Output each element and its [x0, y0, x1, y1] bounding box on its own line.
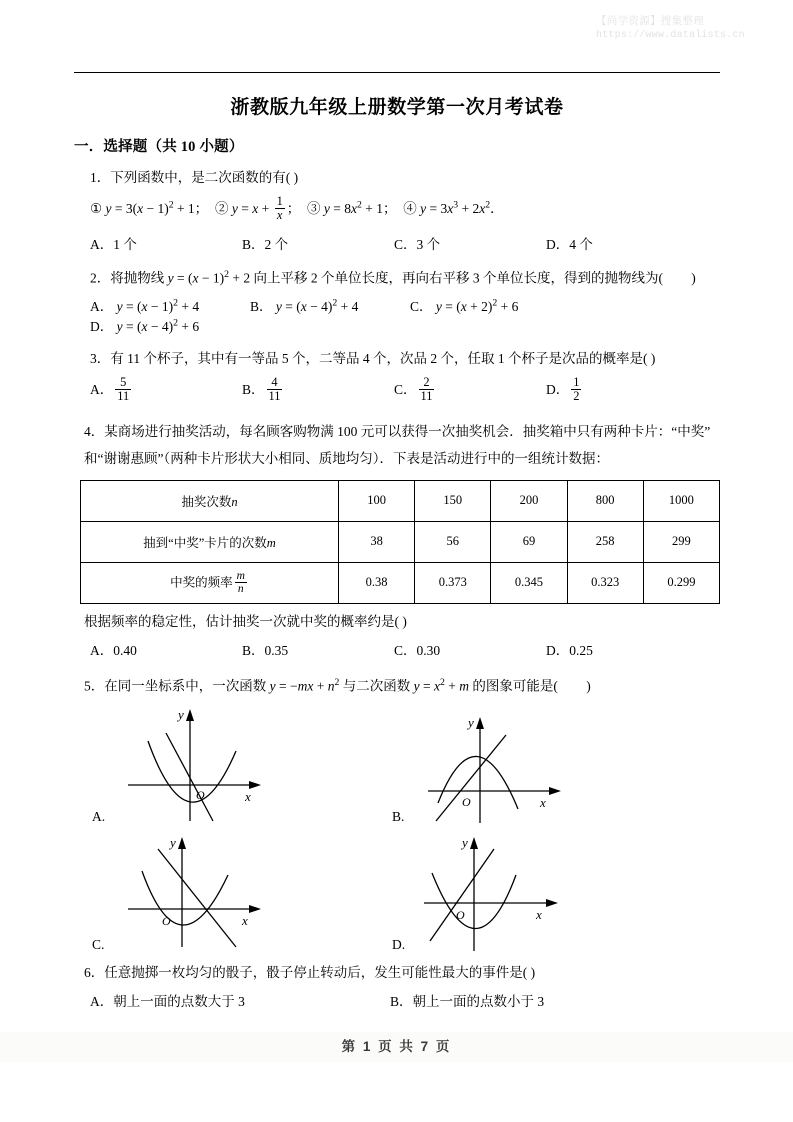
formula-item-2: ② y = x + $\frac{1}{x}$ ； [211, 193, 301, 223]
formula-item-1: ① $y = 3(x - 1)^2 + 1$； [90, 199, 209, 216]
figure-b-label: B. [392, 809, 405, 825]
option-2-b[interactable]: B． $y = (x - 4)^2 + 4$ [250, 297, 359, 315]
statistics-table [80, 480, 720, 604]
table-cell: 0.323 [567, 562, 643, 603]
option-4-a[interactable]: A．0.40 [90, 642, 137, 658]
svg-text:x: x [536, 907, 542, 923]
figure-c-graph [118, 831, 278, 953]
table-cell: 299 [643, 521, 719, 562]
figure-option-c[interactable] [84, 831, 384, 955]
page-footer [0, 1032, 793, 1062]
option-1-a[interactable]: A．1 个 [90, 236, 137, 252]
table-cell: 38 [339, 521, 415, 562]
option-3-a-num: 5 [120, 375, 127, 390]
table-cell: 0.38 [339, 562, 415, 603]
question-6-text: 任意抛掷一枚均匀的骰子，骰子停止转动后，发生可能性最大的事件是( ) [104, 965, 536, 981]
option-3-a[interactable]: A． $\frac{5}{11}$ [90, 375, 130, 404]
figure-d-graph [418, 831, 578, 953]
figure-option-a[interactable] [84, 703, 384, 827]
svg-text:y: y [462, 835, 468, 851]
table-row [81, 480, 720, 521]
table-cell: 56 [415, 521, 491, 562]
question-4-stem-line2 [74, 449, 720, 470]
document-body [74, 92, 720, 1024]
table-cell: 150 [415, 480, 491, 521]
table-cell: 0.345 [491, 562, 567, 603]
question-4-text-line1: 某商场进行抽奖活动，每名顾客购物满 100 元可以获得一次抽奖机会．抽奖箱中只有两种卡片：“中奖” [104, 423, 711, 439]
question-6-options [74, 990, 720, 1010]
svg-text:x: x [242, 913, 248, 929]
svg-text:O: O [162, 914, 171, 929]
table-cell: 800 [567, 480, 643, 521]
option-3-c-den: 11 [420, 389, 433, 404]
watermark-title: 【尚学资源】搜集整理 [596, 15, 704, 27]
option-1-c[interactable]: C．3 个 [394, 236, 441, 252]
section-heading: 一．选择题（共 10 小题） [74, 139, 244, 155]
option-3-b[interactable]: B． $\frac{4}{11}$ [242, 375, 281, 404]
svg-text:y: y [170, 835, 176, 851]
option-4-d[interactable]: D．0.25 [546, 642, 593, 658]
svg-text:O: O [456, 908, 465, 923]
header-divider [74, 72, 720, 73]
option-6-a[interactable]: A．朝上一面的点数大于 3 [90, 994, 245, 1009]
question-3-options [74, 376, 720, 404]
svg-text:x: x [245, 789, 251, 805]
table-cell: 0.299 [643, 562, 719, 603]
svg-text:y: y [178, 707, 184, 723]
option-2-d[interactable]: D． $y = (x - 4)^2 + 6$ [90, 317, 200, 335]
option-3-a-den: 11 [117, 389, 130, 404]
figure-option-d[interactable] [384, 831, 684, 955]
figure-a-label: A. [92, 809, 106, 825]
watermark [596, 14, 786, 44]
question-5-number: 5． [84, 678, 105, 694]
question-4-stem [74, 422, 720, 443]
question-6-number: 6． [84, 965, 105, 981]
formula-item-4: ④ $y = 3x^3 + 2x^2$． [399, 199, 504, 216]
option-1-d[interactable]: D．4 个 [546, 236, 593, 252]
table-cell: 1000 [643, 480, 719, 521]
option-3-b-num: 4 [271, 375, 278, 390]
svg-text:O: O [196, 788, 205, 803]
question-3-text: 有 11 个杯子，其中有一等品 5 个，二等品 4 个，次品 2 个，任取 1 个杯子是次品的概率是( ) [110, 351, 656, 367]
svg-text:O: O [462, 795, 471, 810]
svg-text:y: y [468, 715, 474, 731]
option-3-b-den: 11 [268, 389, 281, 404]
question-4-number: 4． [84, 423, 105, 439]
option-3-c-num: 2 [423, 375, 430, 390]
option-1-b[interactable]: B．2 个 [242, 236, 289, 252]
table-cell: 258 [567, 521, 643, 562]
table-cell: 0.373 [415, 562, 491, 603]
table-rowhead-frequency: 中奖的频率 $\frac{m}{n}$ [81, 562, 339, 603]
question-4-tail: 根据频率的稳定性，估计抽奖一次就中奖的概率约是( ) [84, 613, 407, 629]
question-4-text-line2: 和“谢谢惠顾”（两种卡片形状大小相同、质地均匀）．下表是活动进行中的一组统计数据： [84, 450, 609, 466]
question-1-options [74, 233, 720, 253]
option-4-b[interactable]: B．0.35 [242, 642, 289, 658]
table-row [81, 562, 720, 603]
table-cell: 200 [491, 480, 567, 521]
question-6-stem [74, 963, 720, 984]
question-2-stem: 2．将抛物线 $y = (x - 1)^2 + 2$ 向上平移 2 个单位长度，再向右平移 3 个单位长度，得到的抛物线为( ) [90, 268, 696, 286]
question-5-figures-row-1 [74, 703, 720, 827]
figure-d-label: D. [392, 937, 406, 953]
figure-a-graph [118, 703, 278, 825]
question-3-number: 3． [90, 351, 111, 367]
table-cell: 69 [491, 521, 567, 562]
table-rowhead-draws: 抽奖次数n [81, 480, 339, 521]
option-6-b[interactable]: B．朝上一面的点数小于 3 [390, 994, 545, 1009]
svg-text:x: x [540, 795, 546, 811]
question-1-text: 下列函数中，是二次函数的有( ) [110, 170, 299, 185]
table-row [81, 521, 720, 562]
option-2-c[interactable]: C． $y = (x + 2)^2 + 6$ [410, 297, 519, 315]
page-title: 浙教版九年级上册数学第一次月考试卷 [230, 97, 564, 118]
question-3-stem [74, 349, 720, 370]
option-2-a[interactable]: A． $y = (x - 1)^2 + 4$ [90, 297, 200, 315]
page-number: 第 1 页 共 7 页 [341, 1039, 452, 1054]
question-5-figures-row-2 [74, 831, 720, 955]
question-2-number: 2． [90, 270, 111, 286]
option-3-d-num: 1 [573, 375, 580, 390]
question-2-options [74, 295, 720, 335]
question-1-number: 1． [90, 170, 111, 185]
formula-item-3: ③ $y = 8x^2 + 1$； [303, 199, 397, 216]
table-rowhead-wins: 抽到“中奖”卡片的次数m [81, 521, 339, 562]
question-1-stem [74, 168, 720, 189]
table-cell: 100 [339, 480, 415, 521]
option-3-d-den: 2 [573, 389, 580, 404]
option-3-d[interactable]: D． $\frac{1}{2}$ [546, 375, 580, 404]
question-5-stem: 5．在同一坐标系中，一次函数 $y = -mx + n^2$ 与二次函数 $y = x^2 + m$ 的图象可能是( ) [84, 676, 591, 694]
figure-c-label: C. [92, 937, 105, 953]
question-1-formulas [74, 195, 720, 223]
figure-option-b[interactable] [384, 703, 684, 827]
question-4-options [74, 639, 720, 659]
option-3-c[interactable]: C． $\frac{2}{11}$ [394, 375, 433, 404]
option-4-c[interactable]: C．0.30 [394, 642, 441, 658]
watermark-url: https://www.datalists.cn [596, 30, 745, 42]
figure-b-graph [418, 703, 578, 825]
